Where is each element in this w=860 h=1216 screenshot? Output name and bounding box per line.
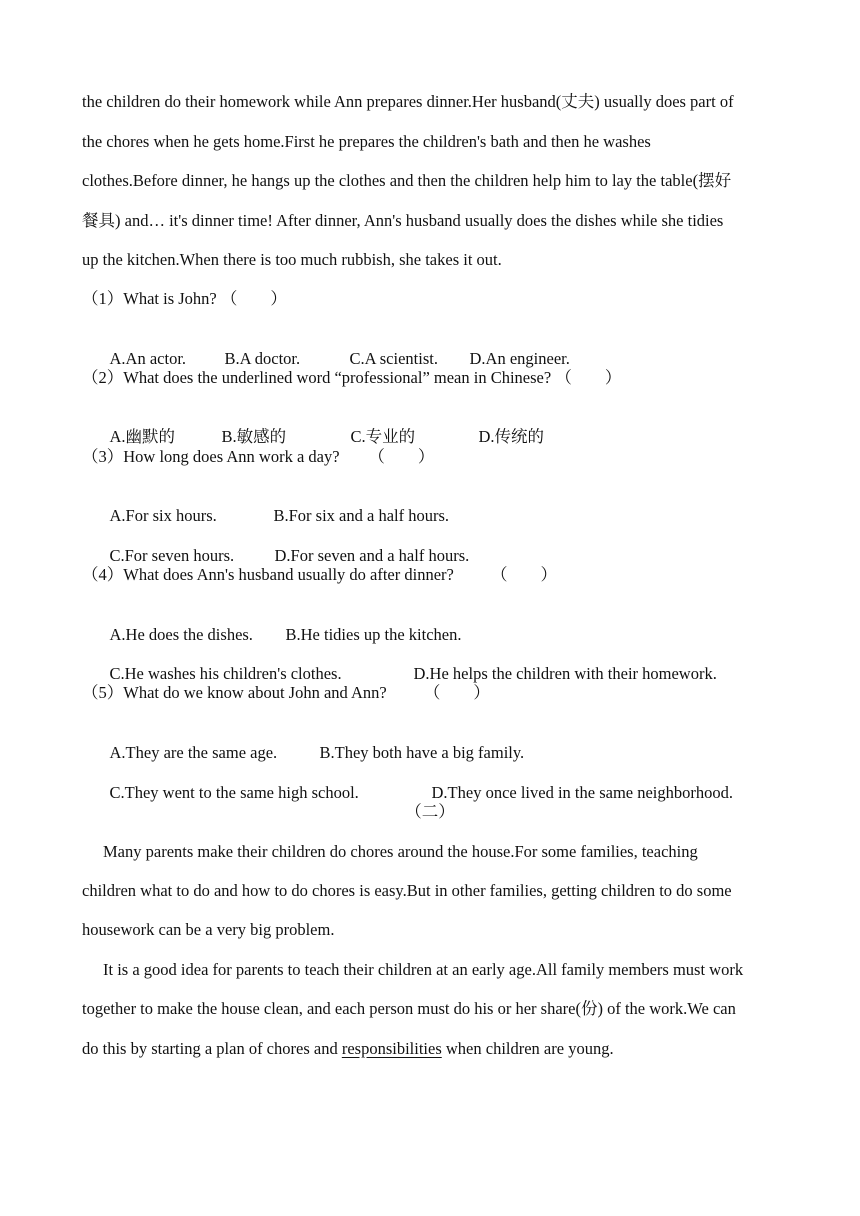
text-run: when children are young.: [441, 1039, 614, 1058]
option-d: D.传统的: [478, 427, 545, 446]
paragraph-line: [82, 1039, 614, 1059]
option-c: C.专业的: [350, 427, 416, 446]
option-a: A.He does the dishes.: [109, 625, 253, 644]
option-b: B.They both have a big family.: [319, 743, 525, 762]
question-stem: （5）What do we know about John and Ann? （ ）: [82, 683, 490, 702]
option-a: A.They are the same age.: [109, 743, 278, 762]
option-b: B.A doctor.: [224, 349, 301, 368]
section-heading: （二）: [405, 802, 455, 821]
paragraph-line: housework can be a very big problem.: [82, 920, 335, 939]
option-c: C.He washes his children's clothes.: [109, 664, 342, 683]
paragraph-line: together to make the house clean, and each person must do his or her share(份) of the work.We can: [82, 999, 736, 1018]
option-c: C.They went to the same high school.: [109, 783, 359, 802]
option-b: B.He tidies up the kitchen.: [285, 625, 462, 644]
passage-line: 餐具) and… it's dinner time! After dinner, Ann's husband usually does the dishes while she tidies: [82, 211, 724, 230]
option-d: D.For seven and a half hours.: [274, 546, 470, 565]
option-a: A.For six hours.: [109, 506, 217, 525]
paragraph-line: It is a good idea for parents to teach their children at an early age.All family members must work: [103, 960, 744, 979]
passage-line: clothes.Before dinner, he hangs up the clothes and then the children help him to lay the table(摆好: [82, 171, 732, 190]
option-d: D.He helps the children with their homework.: [413, 664, 717, 683]
question-stem: （1）What is John? （ ）: [82, 289, 287, 308]
question-stem: （2）What does the underlined word “professional” mean in Chinese? （ ）: [82, 368, 622, 387]
passage-line: the children do their homework while Ann prepares dinner.Her husband(丈夫) usually does part of: [82, 92, 734, 111]
option-a: A.幽默的: [109, 427, 176, 446]
text-run: do this by starting a plan of chores and: [82, 1039, 342, 1058]
paragraph-line: children what to do and how to do chores is easy.But in other families, getting children to do some: [82, 881, 732, 900]
option-c: C.A scientist.: [349, 349, 438, 368]
underlined-word: responsibilities: [341, 1039, 442, 1058]
option-a: A.An actor.: [109, 349, 187, 368]
option-d: D.An engineer.: [469, 349, 570, 368]
passage-line: up the kitchen.When there is too much rubbish, she takes it out.: [82, 250, 502, 269]
option-c: C.For seven hours.: [109, 546, 235, 565]
question-stem: （4）What does Ann's husband usually do after dinner? （ ）: [82, 565, 557, 584]
option-b: B.For six and a half hours.: [273, 506, 450, 525]
option-b: B.敏感的: [221, 427, 287, 446]
question-stem: （3）How long does Ann work a day? （ ）: [82, 447, 435, 466]
passage-line: the chores when he gets home.First he prepares the children's bath and then he washes: [82, 132, 651, 151]
paragraph-line: Many parents make their children do chores around the house.For some families, teaching: [103, 842, 698, 861]
option-d: D.They once lived in the same neighborhood.: [431, 783, 734, 802]
